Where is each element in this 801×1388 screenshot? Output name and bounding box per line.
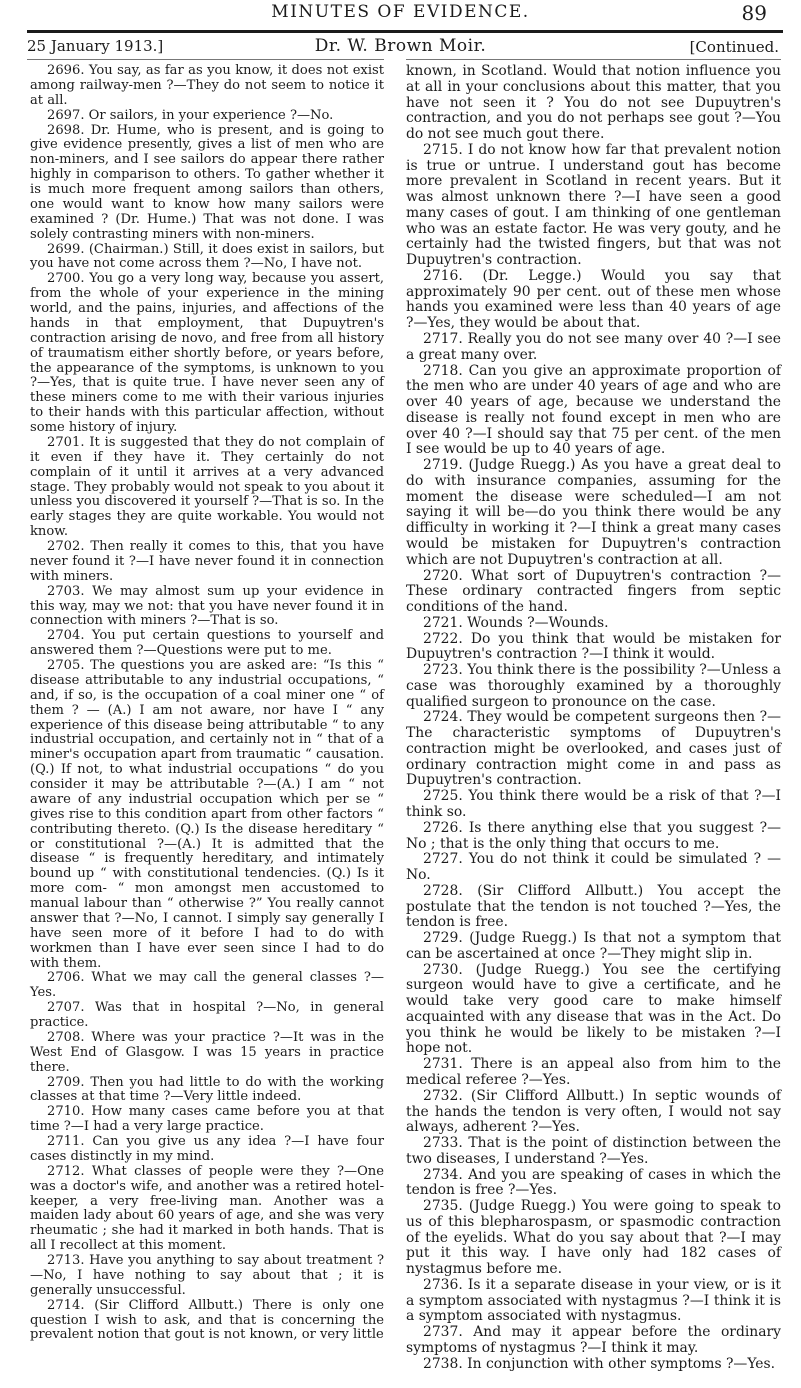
evidence-paragraph: 2727. You do not think it could be simulated ? —No. (406, 851, 781, 884)
evidence-paragraph: 2712. What classes of people were they ?—One was a doctor's wife, and another was a retired hotel-keeper, a very free-living man. Another was a maiden lady about 60 years of age, and she was very rheumatic ; she had it marked in both hands. That is all I recollect at this moment. (30, 1163, 384, 1254)
evidence-paragraph: 2719. (Judge Ruegg.) As you have a great deal to do with insurance companies, assuming for the moment the disease were scheduled—I am not saying it will be—do you think there would be any difficulty in working it ?—I think a great many cases would be mistaken for Dupuytren's contraction which are not Dupuytren's contraction at all. (406, 457, 781, 568)
evidence-paragraph: 2721. Wounds ?—Wounds. (423, 614, 609, 631)
evidence-paragraph: 2728. (Sir Clifford Allbutt.) You accept the postulate that the tendon is not touched ?—Yes, the tendon is free. (406, 882, 781, 931)
page-number: 89 (741, 1, 767, 25)
evidence-paragraph: 2730. (Judge Ruegg.) You see the certifying surgeon would have to give a certificate, and he would take very good care to make himself acquainted with any disease that was in the Act. Do you think he would be likely to be mistaken ?—I hope not. (406, 961, 781, 1057)
evidence-paragraph: 2701. It is suggested that they do not complain of it even if they have it. They certainly do not complain of it until it arrives at a very advanced stage. They probably would not speak to you about it unless you discovered it yourself ?—That is so. In the early stages they are quite workable. You would not know. (30, 434, 384, 540)
evidence-paragraph: 2709. Then you had little to do with the working classes at that time ?—Very little indeed. (30, 1074, 384, 1105)
evidence-paragraph: 2698. Dr. Hume, who is present, and is going to give evidence presently, gives a list of men who are non-miners, and I see sailors do appear there rather highly in comparison to others. To gather whether it is much more frequent among sailors than others, one would want to know how many sailors were examined ? (Dr. Hume.) That was not done. I was solely contrasting miners with non-miners. (30, 122, 384, 242)
evidence-paragraph: 2734. And you are speaking of cases in which the tendon is free ?—Yes. (406, 1166, 781, 1199)
evidence-paragraph: 2718. Can you give an approximate proportion of the men who are under 40 years of age and who are over 40 years of age, because we understand the disease is really not found except in men who are over 40 ?—I should say that 75 per cent. of the men I see would be up to 40 years of age. (406, 362, 781, 458)
evidence-paragraph: 2706. What we may call the general classes ?—Yes. (30, 970, 384, 1001)
evidence-paragraph: 2724. They would be competent surgeons then ?—The characteristic symptoms of Dupuytren's contraction might be overlooked, and cases just of ordinary contraction might come in and pass as Dupuytren's contraction. (406, 709, 781, 789)
evidence-paragraph: 2733. That is the point of distinction between the two diseases, I understand ?—Yes. (406, 1135, 781, 1167)
evidence-paragraph: 2699. (Chairman.) Still, it does exist in sailors, but you have not come across them ?—No, I have not. (30, 241, 384, 272)
evidence-paragraph: 2702. Then really it comes to this, that you have never found it ?—I have never found it in connection with miners. (30, 539, 384, 584)
evidence-paragraph: 2732. (Sir Clifford Allbutt.) In septic wounds of the hands the tendon is very often, I would not say always, adherent ?—Yes. (406, 1087, 781, 1136)
evidence-paragraph: 2696. You say, as far as you know, it does not exist among railway-men ?—They do not seem to notice it at all. (30, 63, 384, 108)
evidence-paragraph: 2726. Is there anything else that you suggest ?—No ; that is the only thing that occurs to me. (406, 819, 781, 852)
left-text-column (30, 64, 384, 1343)
evidence-paragraph: 2710. How many cases came before you at that time ?—I had a very large practice. (30, 1104, 384, 1135)
evidence-paragraph: 2716. (Dr. Legge.) Would you say that approximately 90 per cent. out of these men whose hands you examined were less than 40 years of age ?—Yes, they would be about that. (406, 267, 781, 332)
evidence-paragraph: 2717. Really you do not see many over 40 ?—I see a great many over. (406, 331, 781, 363)
header-rule (27, 30, 783, 33)
evidence-paragraph: 2697. Or sailors, in your experience ?—No. (47, 107, 334, 123)
evidence-paragraph: 2707. Was that in hospital ?—No, in general practice. (30, 1000, 384, 1030)
evidence-paragraph: 2711. Can you give us any idea ?—I have four cases distinctly in my mind. (30, 1134, 384, 1164)
right-column-rule (406, 59, 781, 60)
evidence-paragraph: 2705. The questions you are asked are: “Is this “ disease attributable to any industrial occupations, “ and, if so, is the occupation of a coal miner one “ of them ? — (A.) I am not aware, nor have I “ any experience of this disease being attributable “ to any industrial occupation, and certainly not in “ that of a miner's occupation apart from traumatic “ causation. (Q.) If not, to what industrial occupations “ do you consider it may be attributable ?—(A.) I am “ not aware of any industrial occupation which per se “ gives rise to this condition apart from other factors “ contributing thereto. (Q.) Is the disease hereditary “ or constitutional ?—(A.) It is admitted that the disease “ is frequently hereditary, and intimately bound up “ with constitutional tendencies. (Q.) Is it more com- “ mon amongst men accustomed to manual labour than “ otherwise ?” You really cannot answer that ?—No, I cannot. I simply say generally I have seen more of it before I had to do with workmen than I have ever seen since I had to do with them. (30, 658, 384, 971)
evidence-paragraph: 2723. You think there is the possibility ?—Unless a case was thoroughly examined by a thoroughly qualified surgeon to pronounce on the case. (406, 662, 781, 710)
evidence-paragraph: 2700. You go a very long way, because you assert, from the whole of your experience in the mining world, and the pains, injuries, and affections of the hands in that employment, that Dupuytren's contraction arising de novo, and free from all history of traumatism either shortly before, or years before, the appearance of the symptoms, is unknown to you ?—Yes, that is quite true. I have never seen any of these miners come to me with their various injuries to their hands with this particular affection, without some history of injury. (30, 271, 384, 435)
continued-label: [Continued. (689, 38, 779, 56)
evidence-paragraph: known, in Scotland. Would that notion influence you at all in your conclusions about this matter, that you have not seen it ? You do not see Dupuytren's contraction, and you do not perhaps see gout ?—You do not see much gout there. (406, 63, 781, 143)
evidence-paragraph: 2704. You put certain questions to yourself and answered them ?—Questions were put to me. (30, 628, 384, 659)
evidence-paragraph: 2738. In conjunction with other symptoms ?—Yes. (423, 1355, 776, 1372)
running-title: MINUTES OF EVIDENCE. (271, 2, 530, 22)
witness-name: Dr. W. Brown Moir. (314, 36, 487, 56)
evidence-paragraph: 2722. Do you think that would be mistaken for Dupuytren's contraction ?—I think it would. (406, 630, 781, 663)
evidence-paragraph: 2708. Where was your practice ?—It was in the West End of Glasgow. I was 15 years in practice there. (30, 1029, 384, 1075)
left-column-rule (27, 59, 384, 60)
evidence-paragraph: 2731. There is an appeal also from him to the medical referee ?—Yes. (406, 1056, 781, 1088)
evidence-paragraph: 2720. What sort of Dupuytren's contraction ?—These ordinary contracted fingers from septic conditions of the hand. (406, 567, 781, 616)
evidence-paragraph: 2715. I do not know how far that prevalent notion is true or untrue. I understand gout has become more prevalent in Scotland in recent years. But it was almost unknown there ?—I have seen a good many cases of gout. I am thinking of one gentleman who was an estate factor. He was very gouty, and he certainly had the twisted fingers, but that was not Dupuytren's contraction. (406, 141, 781, 269)
evidence-paragraph: 2736. Is it a separate disease in your view, or is it a symptom associated with nystagmus ?—I think it is a symptom associated with nystagmus. (406, 1276, 781, 1325)
evidence-paragraph: 2714. (Sir Clifford Allbutt.) There is only one question I wish to ask, and that is concerning the prevalent notion that gout is not known, or very little (30, 1297, 384, 1343)
evidence-paragraph: 2729. (Judge Ruegg.) Is that not a symptom that can be ascertained at once ?—They might slip in. (406, 930, 781, 962)
evidence-paragraph: 2735. (Judge Ruegg.) You were going to speak to us of this blepharospasm, or spasmodic contraction of the eyelids. What do you say about that ?—I may put it this way. I have only had 182 cases of nystagmus before me. (406, 1198, 781, 1278)
evidence-paragraph: 2725. You think there would be a risk of that ?—I think so. (406, 788, 781, 820)
evidence-paragraph: 2703. We may almost sum up your evidence in this way, may we not: that you have never found it in connection with miners ?—That is so. (30, 583, 384, 629)
evidence-paragraph: 2737. And may it appear before the ordinary symptoms of nystagmus ?—I think it may. (406, 1324, 781, 1357)
hearing-date: 25 January 1913.] (27, 37, 164, 55)
evidence-paragraph: 2713. Have you anything to say about treatment ? —No, I have nothing to say about that ; it is generally unsuccessful. (30, 1253, 384, 1298)
right-text-column (406, 64, 781, 1373)
